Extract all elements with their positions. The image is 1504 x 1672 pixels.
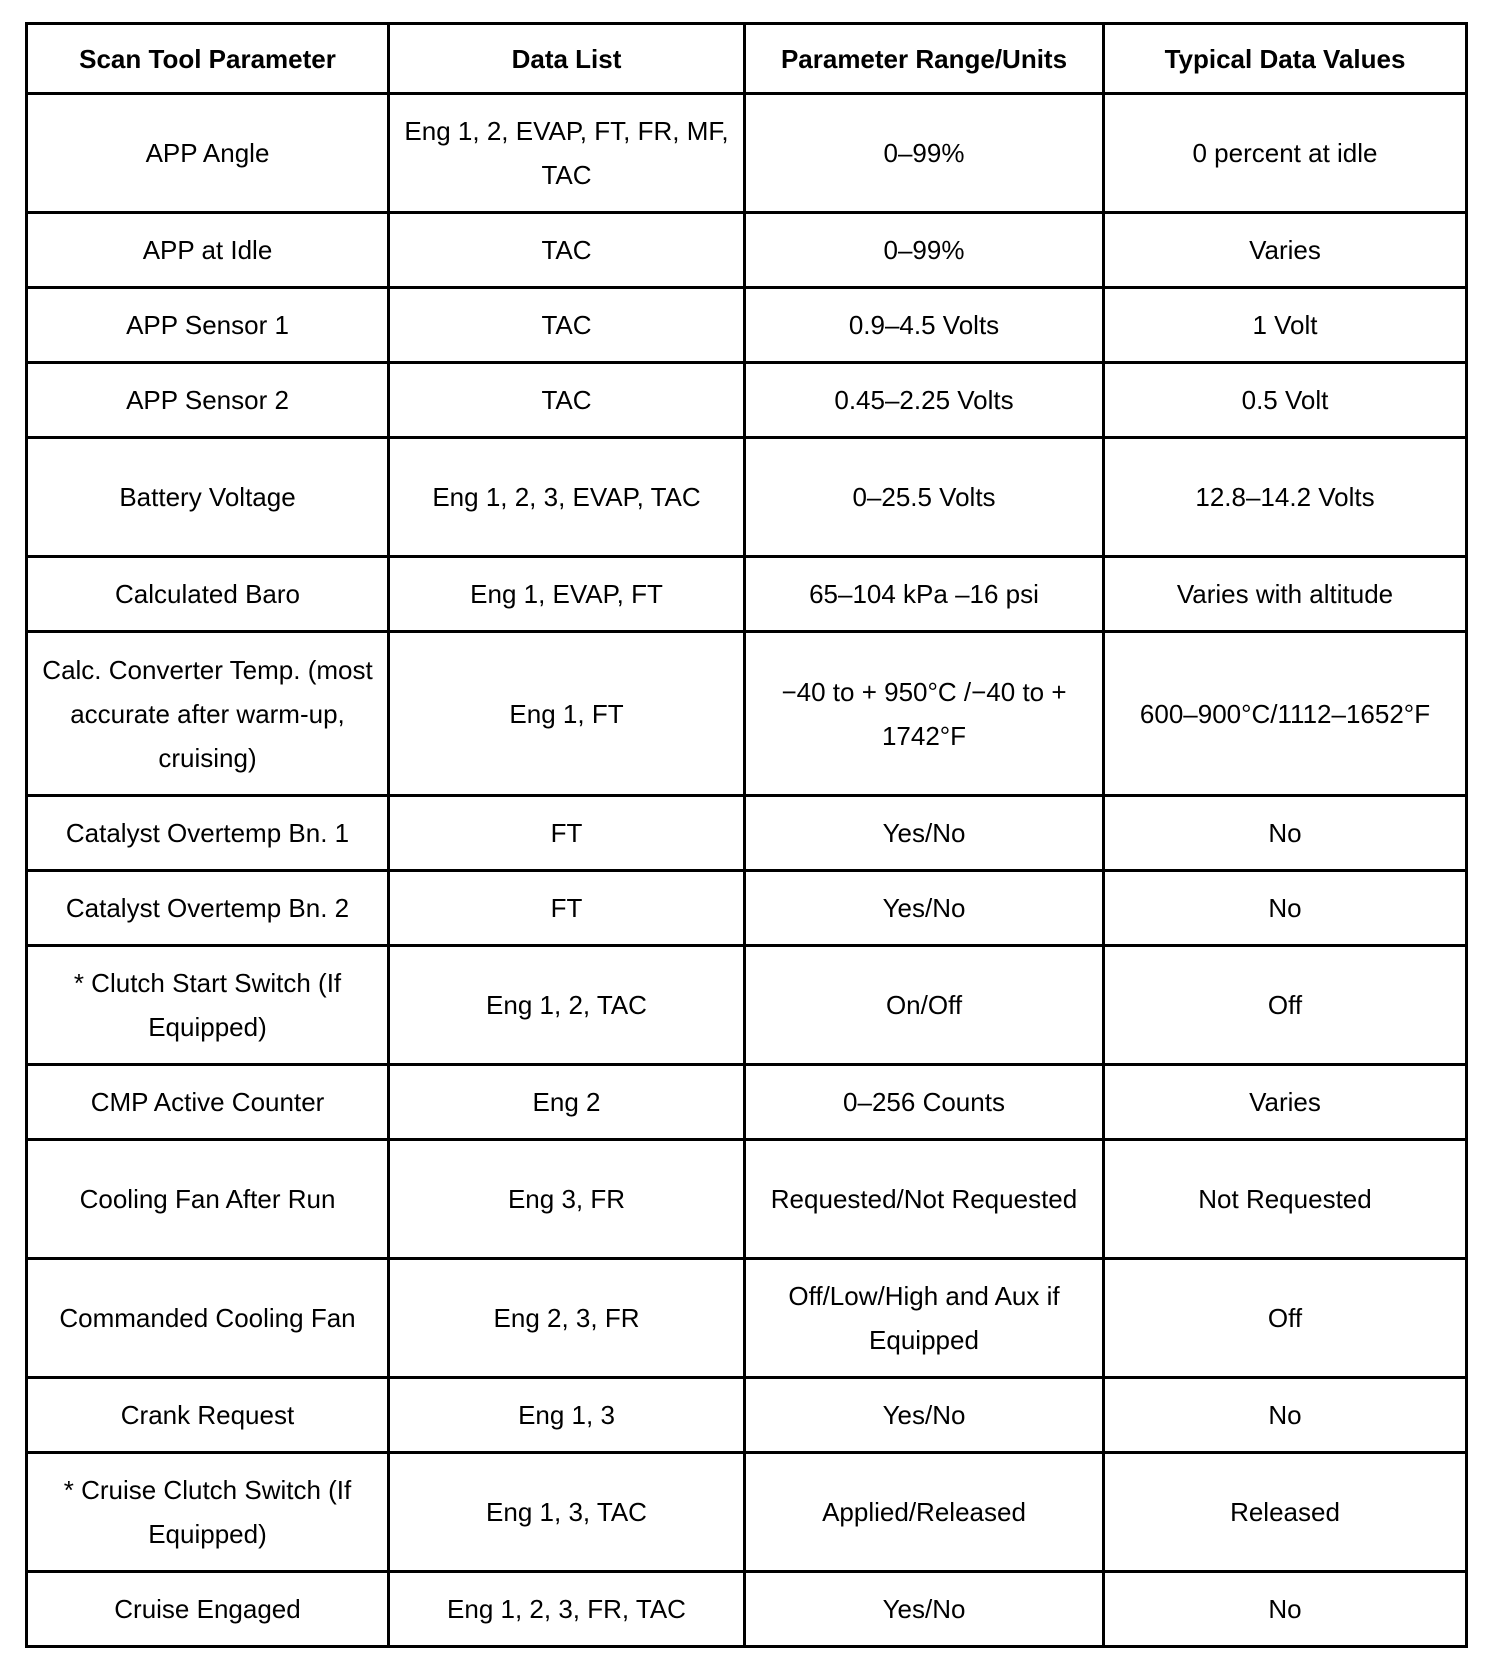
cell-data-list: TAC xyxy=(389,288,745,363)
cell-data-list: Eng 1, 2, 3, FR, TAC xyxy=(389,1572,745,1647)
cell-typical-data-values: Not Requested xyxy=(1104,1140,1467,1259)
table-row xyxy=(27,213,1467,288)
scan-tool-data-table xyxy=(25,22,1468,1648)
cell-typical-data-values: 600–900°C/1112–1652°F xyxy=(1104,632,1467,796)
cell-data-list: Eng 1, 2, 3, EVAP, TAC xyxy=(389,438,745,557)
table-header xyxy=(27,24,1467,94)
cell-parameter-range-units: On/Off xyxy=(745,946,1104,1065)
cell-typical-data-values: No xyxy=(1104,1572,1467,1647)
table-row xyxy=(27,1259,1467,1378)
cell-typical-data-values: 0 percent at idle xyxy=(1104,94,1467,213)
cell-parameter-range-units: 0–25.5 Volts xyxy=(745,438,1104,557)
cell-typical-data-values: 1 Volt xyxy=(1104,288,1467,363)
cell-parameter-range-units: Yes/No xyxy=(745,796,1104,871)
cell-data-list: Eng 2 xyxy=(389,1065,745,1140)
cell-scan-tool-parameter: CMP Active Counter xyxy=(27,1065,389,1140)
cell-scan-tool-parameter: Catalyst Overtemp Bn. 2 xyxy=(27,871,389,946)
cell-data-list: FT xyxy=(389,796,745,871)
cell-typical-data-values: No xyxy=(1104,871,1467,946)
cell-scan-tool-parameter: Commanded Cooling Fan xyxy=(27,1259,389,1378)
cell-typical-data-values: Varies xyxy=(1104,213,1467,288)
cell-data-list: FT xyxy=(389,871,745,946)
header-parameter-range-units: Parameter Range/Units xyxy=(745,24,1104,94)
table-row xyxy=(27,288,1467,363)
cell-typical-data-values: Off xyxy=(1104,1259,1467,1378)
table-row xyxy=(27,1140,1467,1259)
table-row xyxy=(27,438,1467,557)
cell-parameter-range-units: Requested/Not Requested xyxy=(745,1140,1104,1259)
cell-parameter-range-units: Off/Low/High and Aux if Equipped xyxy=(745,1259,1104,1378)
cell-data-list: Eng 3, FR xyxy=(389,1140,745,1259)
cell-parameter-range-units: 0.9–4.5 Volts xyxy=(745,288,1104,363)
cell-scan-tool-parameter: Calculated Baro xyxy=(27,557,389,632)
cell-data-list: Eng 1, FT xyxy=(389,632,745,796)
cell-typical-data-values: No xyxy=(1104,1378,1467,1453)
cell-scan-tool-parameter: APP Angle xyxy=(27,94,389,213)
cell-scan-tool-parameter: Calc. Converter Temp. (most accurate after warm-up, cruising) xyxy=(27,632,389,796)
cell-parameter-range-units: 0–256 Counts xyxy=(745,1065,1104,1140)
cell-scan-tool-parameter: Cooling Fan After Run xyxy=(27,1140,389,1259)
header-row xyxy=(27,24,1467,94)
cell-scan-tool-parameter: Cruise Engaged xyxy=(27,1572,389,1647)
cell-typical-data-values: Off xyxy=(1104,946,1467,1065)
table-row xyxy=(27,1378,1467,1453)
cell-data-list: Eng 1, 2, EVAP, FT, FR, MF, TAC xyxy=(389,94,745,213)
cell-typical-data-values: Varies with altitude xyxy=(1104,557,1467,632)
cell-parameter-range-units: 0–99% xyxy=(745,94,1104,213)
cell-scan-tool-parameter: APP Sensor 1 xyxy=(27,288,389,363)
cell-scan-tool-parameter: * Cruise Clutch Switch (If Equipped) xyxy=(27,1453,389,1572)
cell-scan-tool-parameter: Battery Voltage xyxy=(27,438,389,557)
cell-scan-tool-parameter: APP Sensor 2 xyxy=(27,363,389,438)
cell-parameter-range-units: Yes/No xyxy=(745,1572,1104,1647)
table-body xyxy=(27,94,1467,1647)
cell-parameter-range-units: Yes/No xyxy=(745,871,1104,946)
cell-parameter-range-units: −40 to + 950°C /−40 to + 1742°F xyxy=(745,632,1104,796)
table-row xyxy=(27,1572,1467,1647)
cell-parameter-range-units: 65–104 kPa –16 psi xyxy=(745,557,1104,632)
table-row xyxy=(27,363,1467,438)
header-scan-tool-parameter: Scan Tool Parameter xyxy=(27,24,389,94)
table-row xyxy=(27,1453,1467,1572)
cell-typical-data-values: 12.8–14.2 Volts xyxy=(1104,438,1467,557)
cell-typical-data-values: Released xyxy=(1104,1453,1467,1572)
cell-parameter-range-units: 0.45–2.25 Volts xyxy=(745,363,1104,438)
cell-data-list: Eng 2, 3, FR xyxy=(389,1259,745,1378)
table-row xyxy=(27,94,1467,213)
cell-data-list: TAC xyxy=(389,213,745,288)
cell-data-list: Eng 1, 3 xyxy=(389,1378,745,1453)
header-typical-data-values: Typical Data Values xyxy=(1104,24,1467,94)
cell-typical-data-values: Varies xyxy=(1104,1065,1467,1140)
cell-data-list: Eng 1, 2, TAC xyxy=(389,946,745,1065)
table-row xyxy=(27,796,1467,871)
table-row xyxy=(27,871,1467,946)
cell-scan-tool-parameter: APP at Idle xyxy=(27,213,389,288)
cell-data-list: TAC xyxy=(389,363,745,438)
cell-parameter-range-units: Yes/No xyxy=(745,1378,1104,1453)
cell-typical-data-values: 0.5 Volt xyxy=(1104,363,1467,438)
table-row xyxy=(27,946,1467,1065)
cell-scan-tool-parameter: Crank Request xyxy=(27,1378,389,1453)
cell-scan-tool-parameter: Catalyst Overtemp Bn. 1 xyxy=(27,796,389,871)
cell-parameter-range-units: 0–99% xyxy=(745,213,1104,288)
cell-parameter-range-units: Applied/Released xyxy=(745,1453,1104,1572)
cell-scan-tool-parameter: * Clutch Start Switch (If Equipped) xyxy=(27,946,389,1065)
cell-data-list: Eng 1, 3, TAC xyxy=(389,1453,745,1572)
cell-data-list: Eng 1, EVAP, FT xyxy=(389,557,745,632)
table-row xyxy=(27,557,1467,632)
cell-typical-data-values: No xyxy=(1104,796,1467,871)
table-row xyxy=(27,1065,1467,1140)
table-row xyxy=(27,632,1467,796)
header-data-list: Data List xyxy=(389,24,745,94)
